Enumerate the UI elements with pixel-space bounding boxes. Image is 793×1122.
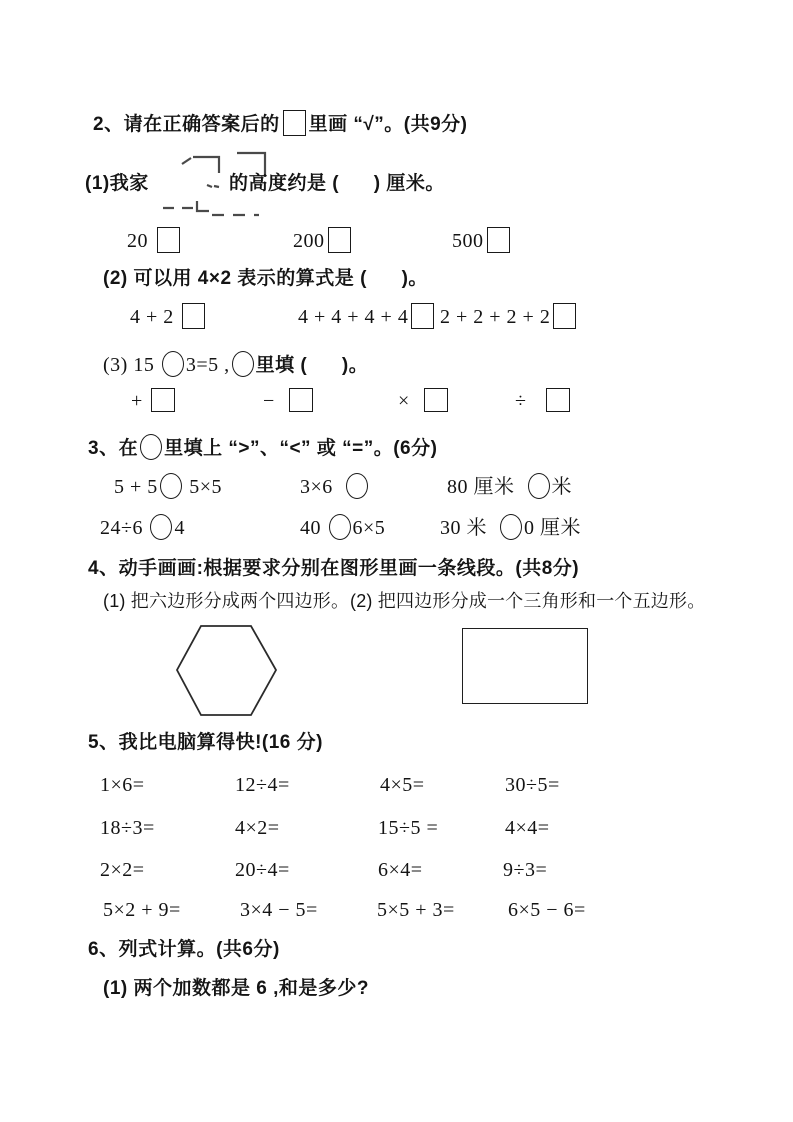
answer-circle <box>346 473 368 499</box>
answer-option <box>452 227 513 254</box>
answer-option <box>130 303 208 330</box>
compare-right: 0 厘米 <box>524 517 581 539</box>
question-2-title-pre: 2、请在正确答案后的 <box>93 114 280 135</box>
answer-option <box>131 388 178 414</box>
checkbox <box>182 303 205 329</box>
compare-item <box>440 514 581 541</box>
question-4-sub-2: (2) 把四边形分成一个三角形和一个五边形。 <box>350 591 706 611</box>
question-2-item-1-post: 的高度约是 ( ) 厘米。 <box>229 173 445 194</box>
operator-label: + <box>131 390 143 412</box>
operator-label: ÷ <box>515 390 527 412</box>
compare-right: 米 <box>551 476 572 498</box>
operator-label: − <box>263 390 275 412</box>
math-problem: 3×4 − 5= <box>240 899 318 921</box>
option-label: 4 + 4 + 4 + 4 <box>298 306 409 328</box>
option-label: 2 + 2 + 2 + 2 <box>440 306 551 328</box>
math-problem: 6×4= <box>378 859 423 881</box>
answer-circle <box>528 473 550 499</box>
question-3-title-post: 里填上 “>”、“<” 或 “=”。(6分) <box>164 438 438 459</box>
answer-option <box>127 227 183 254</box>
compare-right: 6×5 <box>352 517 386 539</box>
math-problem: 4×4= <box>505 817 550 839</box>
question-2-item-1-pre: (1)我家 <box>85 173 149 194</box>
item-3-mid: 3=5 , <box>185 354 230 376</box>
compare-left: 3×6 <box>300 476 344 498</box>
option-label: 200 <box>293 230 325 252</box>
compare-right: 5×5 <box>183 476 223 498</box>
checkbox <box>546 388 570 412</box>
compare-item <box>114 473 222 500</box>
answer-option <box>515 388 573 414</box>
compare-left: 24÷6 <box>100 517 149 539</box>
checkbox <box>424 388 448 412</box>
math-problem: 18÷3= <box>100 817 155 839</box>
question-6-item-1: (1) 两个加数都是 6 ,和是多少? <box>103 978 370 999</box>
answer-option <box>263 388 316 414</box>
question-4-title: 4、动手画画:根据要求分别在图形里画一条线段。(共8分) <box>88 558 580 579</box>
compare-left: 80 厘米 <box>447 476 526 498</box>
math-problem: 4×2= <box>235 817 280 839</box>
math-problem: 2×2= <box>100 859 145 881</box>
question-5-title: 5、我比电脑算得快!(16 分) <box>88 732 323 753</box>
question-4-sub-1: (1) 把六边形分成两个四边形。 <box>103 591 350 611</box>
hexagon-shape <box>175 624 278 717</box>
compare-left: 40 <box>300 517 327 539</box>
checkbox <box>328 227 351 253</box>
math-problem: 30÷5= <box>505 774 560 796</box>
question-6-title: 6、列式计算。(共6分) <box>88 939 280 960</box>
compare-item <box>300 514 385 541</box>
checkbox <box>487 227 510 253</box>
answer-circle <box>329 514 351 540</box>
checkbox <box>151 388 175 412</box>
option-label: 20 <box>127 230 148 252</box>
answer-circle <box>150 514 172 540</box>
compare-left: 30 米 <box>440 517 498 539</box>
math-problem: 20÷4= <box>235 859 290 881</box>
math-problem: 5×5 + 3= <box>377 899 455 921</box>
answer-option <box>298 303 437 330</box>
answer-circle <box>162 351 184 377</box>
compare-item <box>100 514 185 541</box>
rectangle-shape <box>462 628 588 704</box>
math-problem: 9÷3= <box>503 859 548 881</box>
math-problem: 5×2 + 9= <box>103 899 181 921</box>
question-2-item-3 <box>103 351 368 379</box>
checkbox <box>411 303 434 329</box>
option-label: 4 + 2 <box>130 306 174 328</box>
inline-checkbox <box>283 110 306 136</box>
math-problem: 12÷4= <box>235 774 290 796</box>
question-3-title-pre: 3、在 <box>88 438 139 459</box>
compare-right: 4 <box>174 517 185 539</box>
checkbox <box>289 388 313 412</box>
answer-circle <box>160 473 182 499</box>
math-problem: 6×5 − 6= <box>508 899 586 921</box>
compare-item <box>447 473 572 500</box>
checkbox <box>553 303 576 329</box>
question-3-title <box>88 434 437 462</box>
compare-left: 5 + 5 <box>114 476 158 498</box>
math-problem: 4×5= <box>380 774 425 796</box>
question-2-title-post: 里画 “√”。(共9分) <box>308 114 468 135</box>
question-2-item-2: (2) 可以用 4×2 表示的算式是 ( )。 <box>103 268 428 289</box>
answer-circle <box>232 351 254 377</box>
math-problem: 15÷5 = <box>378 817 439 839</box>
question-2-title <box>93 110 468 138</box>
answer-option <box>293 227 354 254</box>
checkbox <box>157 227 180 253</box>
item-3-post: 里填 ( )。 <box>255 355 369 376</box>
math-problem: 1×6= <box>100 774 145 796</box>
item-3-pre: (3) 15 <box>103 354 160 376</box>
compare-item <box>300 473 370 500</box>
inline-circle <box>140 434 162 460</box>
operator-label: × <box>398 390 410 412</box>
answer-option <box>440 303 579 330</box>
option-label: 500 <box>452 230 484 252</box>
answer-circle <box>500 514 522 540</box>
answer-option <box>398 388 451 414</box>
